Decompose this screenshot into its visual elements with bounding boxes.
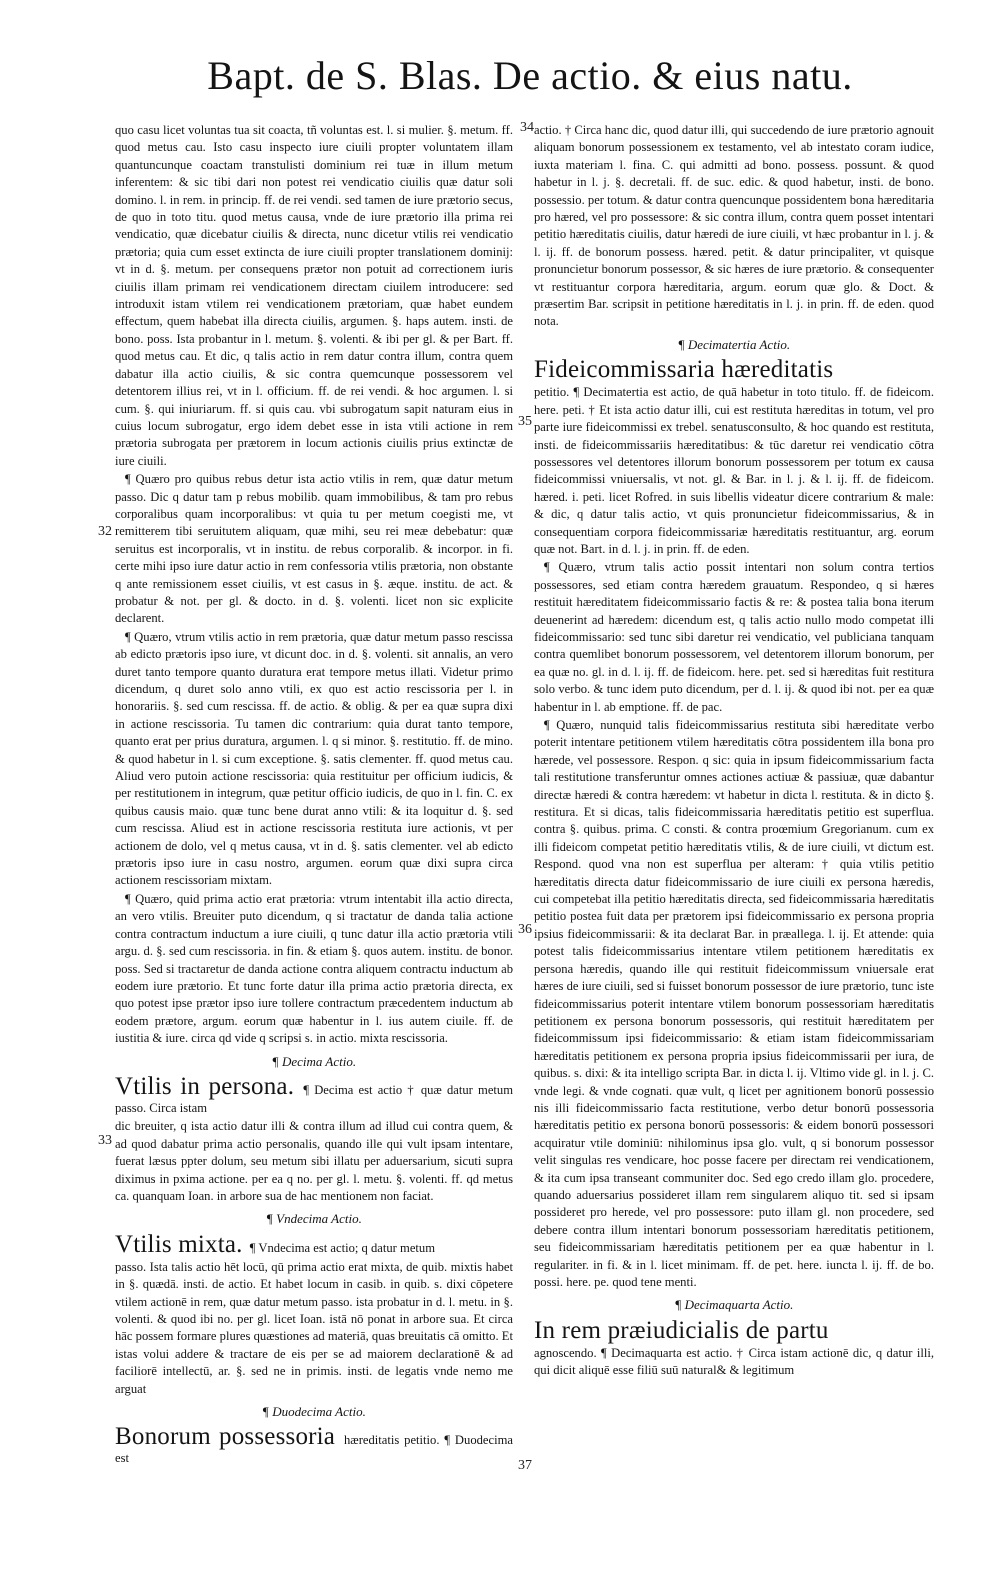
section-heading: ¶ Decima Actio. — [271, 1053, 357, 1069]
section-heading: ¶ Decimaquarta Actio. — [674, 1297, 794, 1313]
lead-title: Vtilis mixta. — [115, 1230, 243, 1258]
section-heading: ¶ Decimatertia Actio. — [677, 336, 791, 352]
margin-number: 37 — [518, 1458, 532, 1473]
paragraph: ¶ Quæro, vtrum talis actio possit intentari non solum contra tertios possessores, sed etiam contra hæredem grauatum. Respondeo, q si hæres restituit hæreditatem fideicommissario factis & re: & postea talia bona iterum deuenerint ad hæredem: dicendum est, q talis actio nullo modo competat illi fideicommissario: sed tunc sibi daretur rei vendicatio, vel publiciana tanquam contra quemlibet bonorum possessorem, vel detentorem illorum bonorum, per ea quæ no. gl. in d. l. ij. ff. de fideicom. here. pet. sed si hæreditas fuit restitura solo verbo. & tunc idem puto dicendum, per d. l. ij. & quod ibi not. per ea quæ habentur in l. ab emptione. ff. de pac. — [534, 560, 934, 714]
margin-number: 32 — [98, 524, 112, 539]
section-heading: ¶ Vndecima Actio. — [266, 1211, 362, 1227]
right-column — [534, 122, 934, 1542]
lead-paragraph — [115, 1073, 513, 1117]
paragraph: agnoscendo. ¶ Decimaquarta est actio. † Circa istam actionē dic, q datur illi, qui dicit aliquē esse filiū suū natural& & legitimum — [534, 1345, 934, 1378]
margin-number: 33 — [98, 1133, 112, 1148]
lead-title: Vtilis in persona. — [115, 1072, 295, 1100]
section-heading: ¶ Duodecima Actio. — [262, 1404, 366, 1420]
paragraph: dic breuiter, q ista actio datur illi & contra illum ad illud cui contra quem, & ad quod dabatur prima actio personalis, quando ille qui vult ipsam intentare, fuerat læsus ppter dolum, seu metum sibi illatu per aduersarium, sicuti supra diximus in pxima actione. per ea q no. per gl. l. metu. §. volenti. ff. qd metus ca. quanquam Ioan. in arbore sua de hac mentionem non faciat. — [115, 1119, 513, 1203]
paragraph: quo casu licet voluntas tua sit coacta, tñ voluntas est. l. si mulier. §. metum. ff. quod metus cau. Isto casu inspecto iure ciuili propter voluntatem illam quantuncunque coactam transtulisti dominium rei tuæ in illum metum inferentem: & sic tibi dari non potest rei vendicatio ciuilis quæ datur soli domino. l. in rem. in princip. ff. de rei vendi. sed tamen de iure prætorio secus, de quo in toto titu. quod metus causa, vnde de iure prætorio illa prima rei vendicatio, quæ dicebatur ciuilis & directa, nunc dicetur vtilis rei vendicatio prætoria; quia cum esset extincta de iure ciuili propter translationem dominij: vt in d. §. metum. per consequens prætor non potuit ad correctionem iuris ciuilis illam primam rei vendicationem directam ciuilem introducere: sed introduxit istam vtilem rei vendicationem prætoriam, quæ habet eundem effectum, quem habebat illa directa ciuilis, argumen. §. haps autem. insti. de bono. poss. Ista probantur in l. metum. §. volenti. & ibi per gl. & per Bart. ff. quod metus cau. Et dic, q talis actio in rem datur contra illum, contra quem dabatur illa actio ciuilis, & sic contra quemcunque possessorem vel detentorem illius rei, vt in l. officium. ff. de rei vendi. & hoc argumen. l. si cum. §. qui iniuriarum. ff. si quis cau. vbi subrogatum sapit naturam eius in cuius locum subrogatur, ergo idem debet esse in ista vtili actione in rem prætoria subrogata per prætorem in locum actionis ciuilis prius extinctæ de iure ciuili. — [115, 123, 513, 468]
lead-text: ¶ Vndecima est actio; q datur metum — [249, 1240, 436, 1255]
running-head: Bapt. de S. Blas. De actio. & eius natu. — [207, 53, 853, 98]
paragraph: ¶ Quæro, vtrum vtilis actio in rem prætoria, quæ datur metum passo rescissa ab edicto prætoris ipso iure, vt dicunt doc. in d. §. volenti. sit annalis, an vero duret tanto tempore quanto duratura erat tempore metus illati. Videtur primo dicendum, q duret solo anno vtili, ex quo est actio rescissoria per l. in honorariis. §. sed cum rescissa. ff. de actio. & oblig. & per ea quæ supra dixi in actione rescissoria. Tu tamen dic contrarium: quia durat tanto tempore, quanto erat per prius duratura, argumen. l. q si minor. §. restitutio. ff. de mino. & quod habetur in l. si cum exceptione. §. satis clementer. ff. quod metus cau. Aliud vero putoin actione rescissoria: quia restituitur per officium iudicis, & per restitutionem in integrum, quæ petitur officio iudicis, de quo in l. fin. C. ex quibus causis maio. quæ tunc bene durat anno vtili: & ita loquitur d. §. sed cum rescissa. Aliud est in actione rescissoria restituta iure actionis, vt per actionem de dolo, vel q metus causa, vt in d. §. satis clementer. vel ab edicto prætoris ipso iure in casu nostro, argumen. eorum quæ dixi supra circa actionem rescissoriam mixtam. — [115, 629, 513, 888]
margin-number: 34 — [520, 120, 534, 135]
lead-paragraph — [534, 356, 934, 383]
paragraph: passo. Ista talis actio hēt locū, qū prima actio erat mixta, de quib. mixtis habet in §. quædā. insti. de actio. Et habet locum in casib. in quib. s. dixi cōpetere vtilem actionē in rem, quæ datur metum passo. ista probatur in d. l. metu. in §. volenti. & quod ibi no. per gl. licet Ioan. istā nō ponat in arbore sua. Et circa hāc possem formare plures quæstiones ad materiā, quas breuitatis cā omitto. Et istas volui addere & tractare de eis per se ad maiorem declarationē & ad faciliorē intellectū, ar. §. sed ne in primis. insti. de legatis vnde nemo me arguat — [115, 1259, 513, 1396]
lead-text: ¶ Decima est actio † quæ datur metum passo. Circa istam — [115, 1082, 513, 1115]
lead-title: In rem præiudicialis de partu — [534, 1316, 829, 1344]
paragraph: ¶ Quæro pro quibus rebus detur ista actio vtilis in rem, quæ datur metum passo. Dic q datur tam p rebus mobilib. quam immobilibus, & tam pro rebus corporalibus quam incorporalibus: vt quia tu per metum coegisti me, vt remitterem tibi seruitutem aliquam, quæ mihi, seu rei meæ debebatur: quæ seruitus est incorporalis, vt in institu. de rebus corporalib. & incorpor. in fi. certe mihi ipso iure datur actio in rem confessoria vtilis prætoria, non obstante q ante remissionem esset ciuilis, vt est casus in §. æque. institu. de act. & probatur & not. per gl. & docto. in d. §. volenti. licet non sic explicite declarent. — [115, 472, 513, 626]
paragraph: ¶ Quæro, quid prima actio erat prætoria: vtrum intentabit illa actio directa, an vero vtilis. Breuiter puto dicendum, q si tractatur de danda talia actione contra contractum inductum a iure ciuili, q tunc datur illa actio prætoria vtili argu. d. §. sed cum rescissoria. in fin. & etiam §. quos autem. institu. de bonor. poss. Sed si tractaretur de danda actione contra aliquem contractu inductum ab eodem iure prætorio. Et tunc forte datur illa prima actio prætoria directa, ex quo potest ipse prætor ipso iure tollere contractum præcedentem inductum ab eodem prætore, argum. eorum quæ habentur in l. ius autem ciuile. ff. de iustitia & iure. circa qd vide q scripsi s. in actio. mixta rescissoria. — [115, 891, 513, 1046]
lead-paragraph — [115, 1231, 513, 1258]
paragraph: actio. † Circa hanc dic, quod datur illi, qui succedendo de iure prætorio agnouit aliquam bonorum possessionem ex testamento, vel ab intestato coram iudice, iuxta materiam l. fina. C. qui admitti ad bono. possess. possunt. & quod habetur in l. j. §. decretali. ff. de suc. edic. & quod habetur, insti. de bono. possessio. per totum. & datur contra quencunque possidentem bona hæreditaria pro hæred, vel pro possessore: & sic contra illum, contra quem posset intentari petitio hæreditatis ciuilis, datur hæredi de iure ciuili, vt hæc probantur in l. j. & l. ij. ff. de bonorum possess. hæred. petit. & datur principaliter, vt quisque pronuncietur bonorum possessor, & sic hæres de iure prætorio. & consequenter vt restituantur corpora hæreditaria, argum. eorum quæ glo. & Doct. & præsertim Bar. scripsit in petitione hæreditatis in l. j. in prin. ff. de eden. quod nota. — [534, 123, 934, 329]
left-column — [115, 122, 513, 1542]
lead-paragraph — [534, 1317, 934, 1344]
lead-text: hæreditatis petitio. ¶ Duodecima est — [115, 1433, 513, 1466]
margin-number: 36 — [518, 922, 532, 937]
lead-title: Bonorum possessoria — [115, 1423, 336, 1451]
lead-paragraph — [115, 1423, 513, 1467]
margin-number: 35 — [518, 414, 532, 429]
paragraph: petitio. ¶ Decimatertia est actio, de quā habetur in toto titulo. ff. de fideicom. here. peti. † Et ista actio datur illi, cui est restituta hæreditas in totum, vel pro parte iure fideicommissi ex trebel. senatusconsulto, & hoc quando est restituta, insti. de fideicommissariis hæreditatibus: & tūc daretur rei vendicatio cōtra possessores vel detentores illorum bonorum possessorem per totum ex causa fideicommissi vniuersalis, vt not. gl. & Bar. in l. j. & l. ij. ff. de fideicom. hæred. i. peti. licet Rofred. in suis libellis videatur dicere contrarium & male: & dic, q datur talis actio, vt quis pronuncietur fideicommissarius, & in consequentiam corpora fideicommissariæ hæreditatis restituantur, arg. eorum quæ not. Bart. in d. l. j. in prin. ff. de eden. — [534, 385, 934, 556]
lead-title: Fideicommissaria hæreditatis — [534, 356, 834, 384]
paragraph: ¶ Quæro, nunquid talis fideicommissarius restituta sibi hæreditate verbo poterit intentare petitionem vtilem hæreditatis cōtra possidentem illa bona pro hærede, vel possessore. Respon. q sic: quia in ipsum fideicommissarium facta tali restitutione transferuntur omnes actiones actiuæ & passiuæ, quæ dabantur directæ hæredi & contra hæredem: vt habetur in dicta l. restituta. & in dicto §. restitura. Et si dicas, talis fideicommissaria hæreditatis petitio est superflua. contra §. quibus. prima. C consti. & contra proœmium Gregorianum. cum ex illi fideicom competat petitio hæreditatis vtilis, & de iure ciuili, vt dictum est. Respond. quod vna non est superflua per alteram: † quia vtilis petitio hæreditatis directa datur fideicommissario de iure ciuili ex persona hæredis, cui competebat illa petitio hæreditatis directa, sed fideicommissaria hæreditatis petitio postea fuit data per prætorem ipsi fideicommissario ex persona propria ipsius fideicommissarii: & ita declarat Bar. in præallega. l. ij. Et attende: quia potest talis fideicommissarius intentare vtilem petitionem hæreditatis ex persona hæredis, quando ille qui restituit fideicommissum vniuersale erat hæres de iure ciuili, sed si fuisset bonorum possessor de iure prætorio, tunc iste fideicommissarius poterit intentare vtilem bonorum possessoriam hæreditatis petitionem ex persona bonorum possessoris, qui restituit hæreditatem per fideicommissum ipsi fideicommissario: & etiam istam fideicommissariam hæreditatis petitionem ex persona propria ipsius fideicommissarii per iura, de quibus. s. dixi: & ita intelligo scripta Bar. in dicta l. ij. Vltimo vide gl. in l. j. C. vnde legi. & vnde cognati. quæ vult, q licet per agnitionem bonorū possessio nis illi fideicommissario facta restitutione, verbo detur bonorū possessoria hæreditatis petitio ex persona bonorū possessoris: & eidem bonorū possessori acquiratur vtile dominiū: nihilominus ipsa glo. vult, q si bonorum possessor velit singulas res vendicare, hoc posse facere per directam rei vendicationem, & ita cum ipsa transeant communiter doc. Sed ego credo illam glo. procedere, quando aduersarius possideret illam rem singularem aliquo tit. sed si ipsam possideret pro herede, vel pro possessore: puto illam gl. non procedere, sed debere contra illum intentari bonorum possessoriam hæreditatis petitionem, seu fideicommissariam hæreditatis petitionem per ea quæ habentur in l. regulariter. in fi. & in l. licet minimam. ff. de pet. here. iuncta l. ij. ff. de bo. possi. here. pe. quod tene menti. — [534, 718, 934, 1289]
